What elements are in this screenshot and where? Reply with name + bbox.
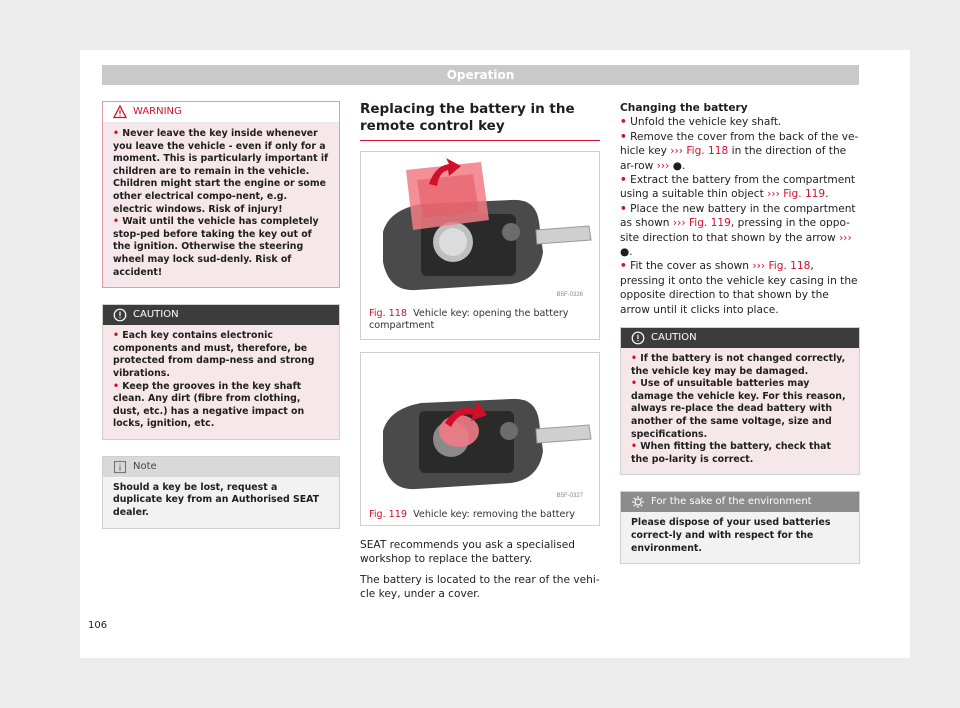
- caution-label: CAUTION: [651, 332, 697, 344]
- list-item: • If the battery is not changed correctly, the vehicle key may be damaged.: [631, 353, 846, 377]
- figure-code: B5F-0326: [556, 292, 583, 298]
- caution-body: [621, 348, 859, 474]
- note-label: Note: [133, 460, 157, 472]
- figure-link[interactable]: ››› Fig. 119: [672, 217, 731, 230]
- list-item: • Keep the grooves in the key shaft clean. Any dirt (fibre from clothing, dust, etc.) has a negative impact on locks, ignition, etc.: [113, 380, 305, 430]
- caution-ref-icon: ●: [672, 159, 682, 172]
- caution-header: [621, 328, 859, 348]
- key-remove-battery-illustration: [361, 353, 599, 501]
- note-box: [102, 456, 340, 529]
- step-list: [620, 115, 860, 317]
- caution-icon: [631, 331, 645, 345]
- middle-column: [360, 101, 600, 602]
- warning-box: [102, 101, 340, 288]
- caution-item-text: Keep the grooves in the key shaft clean. Any dirt (fibre from clothing, dust, etc.) has a negative impact on locks, ignition, etc.: [113, 380, 305, 430]
- figure-link[interactable]: ››› Fig. 118: [670, 145, 729, 158]
- page-number: 106: [88, 620, 108, 631]
- step-text: Extract the battery from the compartment using a suitable thin object: [620, 174, 856, 201]
- figure-code: B5F-0327: [556, 493, 583, 499]
- step-text: Unfold the vehicle key shaft.: [630, 116, 782, 129]
- environment-box: [620, 491, 860, 564]
- list-item: • Never leave the key inside whenever you leave the vehicle - even if only for a moment. This is particularly important if children are to remain in the vehicle. Children might start the engine or some other electrical compo-nent, e.g. electric windows. Risk of injury!: [113, 128, 329, 215]
- title-rule: [360, 140, 600, 141]
- note-header: [103, 457, 339, 477]
- page-header: Operation: [102, 65, 859, 85]
- figure-label: Fig. 118: [369, 308, 407, 319]
- figure-ref[interactable]: Fig. 119: [783, 188, 826, 201]
- warning-item-text: Wait until the vehicle has completely stop-ped before taking the key out of the ignition. Otherwise the steering wheel may lock sud-denly. Risk of accident!: [113, 216, 319, 278]
- warning-label: WARNING: [133, 106, 182, 117]
- figure-118: [360, 151, 600, 340]
- list-item: • Use of unsuitable batteries may damage the vehicle key. For this reason, always re-place the dead battery with another of the same voltage, size and specifications.: [631, 378, 846, 440]
- right-column: [620, 101, 860, 564]
- figure-ref[interactable]: Fig. 118: [686, 145, 729, 158]
- warning-icon: [113, 105, 127, 119]
- list-item: • Fit the cover as shown ››› Fig. 118, pressing it onto the vehicle key casing in the opposite direction to that shown by the arrow until it clicks into place.: [620, 260, 858, 316]
- warning-body: [103, 123, 339, 287]
- info-icon: [113, 460, 127, 474]
- environment-icon: [631, 495, 645, 509]
- caution-icon: [113, 308, 127, 322]
- caution-link[interactable]: ›››: [656, 159, 670, 172]
- list-item: • Remove the cover from the back of the ve-hicle key ››› Fig. 118 in the direction of the ar-row ››› ●.: [620, 130, 859, 172]
- caution-link[interactable]: ›››: [839, 231, 852, 244]
- figure-ref[interactable]: Fig. 119: [688, 217, 731, 230]
- step-text: Place the new battery in the compartment as shown: [620, 202, 856, 230]
- list-item: • Extract the battery from the compartment using a suitable thin object ››› Fig. 119.: [620, 174, 856, 201]
- list-item: • Each key contains electronic components and must, therefore, be protected from damp-ness and strong vibrations.: [113, 330, 315, 379]
- warning-header: [103, 102, 339, 123]
- caption-text: Vehicle key: removing the battery: [413, 509, 576, 520]
- list-item: • Place the new battery in the compartment as shown ››› Fig. 119, pressing in the oppo-site direction to that shown by the arrow ››› ●.: [620, 202, 856, 259]
- step-text: , pressing it onto the vehicle key casing in the opposite direction to that shown by the arrow until it clicks into place.: [620, 260, 858, 316]
- caution-box: [102, 304, 340, 440]
- figure-label: Fig. 119: [369, 509, 407, 520]
- caution-item-text: Each key contains electronic components and must, therefore, be protected from damp-ness and strong vibrations.: [113, 330, 315, 379]
- warning-item-text: Never leave the key inside whenever you leave the vehicle - even if only for a moment. This is particularly important if children are to remain in the vehicle. Children might start the engine or some other electrical compo-nent, e.g. electric windows. Risk of injury!: [113, 128, 329, 215]
- note-body: [103, 477, 339, 528]
- subsection-heading: Changing the battery: [620, 102, 748, 114]
- caution-item-text: If the battery is not changed correctly, the vehicle key may be damaged.: [631, 353, 846, 377]
- step-text: in the direction of the ar-row: [620, 145, 847, 172]
- paragraph: The battery is located to the rear of the vehi-cle key, under a cover.: [360, 573, 600, 601]
- caution-body: [103, 325, 339, 439]
- caution-item-text: When fitting the battery, check that the po-larity is correct.: [631, 441, 831, 465]
- caution-item-text: Use of unsuitable batteries may damage the vehicle key. For this reason, always re-place the dead battery with another of the same voltage, size and specifications.: [631, 378, 846, 440]
- step-text: Remove the cover from the back of the ve-hicle key: [620, 130, 859, 158]
- caution-header: [103, 305, 339, 325]
- environment-body: [621, 512, 859, 563]
- caution-box: [620, 327, 860, 475]
- caution-label: CAUTION: [133, 309, 179, 321]
- note-text: Should a key be lost, request a duplicate key from an Authorised SEAT dealer.: [113, 481, 320, 519]
- figure-caption: [361, 304, 599, 332]
- key-open-cover-illustration: [361, 152, 599, 300]
- figure-link[interactable]: ››› Fig. 119: [767, 188, 826, 201]
- step-text: , pressing in the oppo-site direction to that shown by the arrow: [620, 217, 850, 244]
- figure-ref[interactable]: Fig. 118: [768, 260, 811, 273]
- environment-text: Please dispose of your used batteries correct-ly and with respect for the environment.: [631, 517, 831, 554]
- figure-119: [360, 352, 600, 526]
- environment-header: [621, 492, 859, 512]
- list-item: • Unfold the vehicle key shaft.: [620, 116, 782, 129]
- list-item: • Wait until the vehicle has completely stop-ped before taking the key out of the ignition. Otherwise the steering wheel may lock sud-denly. Risk of accident!: [113, 216, 319, 278]
- figure-caption: [361, 505, 599, 521]
- environment-label: For the sake of the environment: [651, 496, 812, 508]
- section-title: Replacing the battery in the remote control key: [360, 101, 575, 134]
- step-text: Fit the cover as shown: [630, 260, 749, 273]
- figure-link[interactable]: ››› Fig. 118: [752, 260, 811, 273]
- paragraph: SEAT recommends you ask a specialised workshop to replace the battery.: [360, 539, 575, 566]
- caption-text: Vehicle key: opening the battery compartment: [369, 308, 569, 331]
- caution-ref-icon: ●: [620, 246, 630, 259]
- left-column: [102, 101, 340, 529]
- list-item: • When fitting the battery, check that the po-larity is correct.: [631, 441, 831, 465]
